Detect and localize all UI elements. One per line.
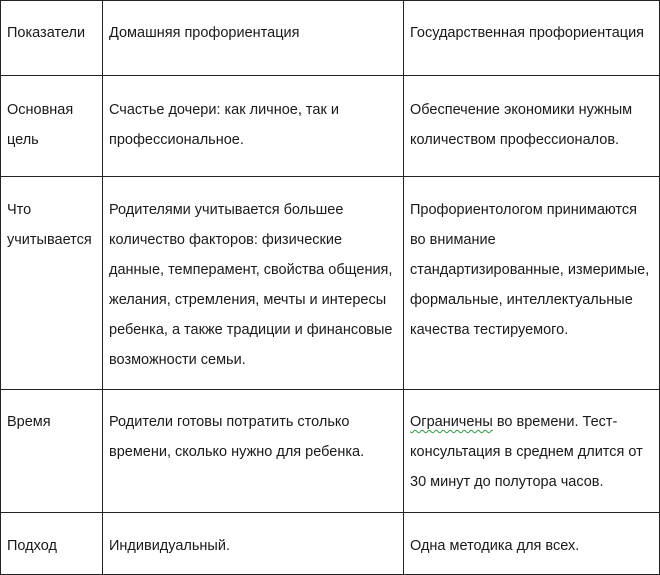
state-cell <box>404 390 660 513</box>
row-label-cell <box>1 513 103 575</box>
state-goal-text: Обеспечение экономики нужным количеством профессионалов. <box>410 102 633 148</box>
state-cell <box>404 513 660 575</box>
header-row <box>1 1 660 76</box>
home-cell <box>103 177 404 390</box>
home-factors-text: Родителями учитывается большее количество факторов: физические данные, темперамент, свойства общения, желания, стремления, мечты и интересы ребенка, а также традиции и финансовые возможности семьи. <box>109 202 393 368</box>
home-goal-text: Счастье дочери: как личное, так и профессиональное. <box>109 102 339 148</box>
row-label-time: Время <box>7 414 51 430</box>
state-time-text <box>410 407 653 497</box>
row-label-factors: Что учитывается <box>7 202 92 248</box>
spellcheck-underlined-word[interactable]: Ограничены <box>410 414 493 430</box>
home-cell <box>103 513 404 575</box>
header-cell-home <box>103 1 404 76</box>
row-label-cell <box>1 390 103 513</box>
state-approach-text: Одна методика для всех. <box>410 538 580 554</box>
home-cell <box>103 390 404 513</box>
state-time-rest: во времени. Тест-консультация в среднем длится от 30 минут до полутора часов. <box>410 414 643 490</box>
state-cell <box>404 76 660 177</box>
table-row-time <box>1 390 660 513</box>
state-factors-text: Профориентологом принимаются во внимание стандартизированные, измеримые, формальные, интеллектуальные качества тестируемого. <box>410 202 650 338</box>
row-label-goal: Основная цель <box>7 102 74 148</box>
row-label-cell <box>1 76 103 177</box>
home-cell <box>103 76 404 177</box>
home-approach-text: Индивидуальный. <box>109 538 230 554</box>
row-label-approach: Подход <box>7 538 57 554</box>
header-state-text: Государственная профориентация <box>410 25 645 41</box>
header-home-text: Домашняя профориентация <box>109 25 300 41</box>
header-label-text: Показатели <box>7 25 86 41</box>
home-time-text: Родители готовы потратить столько времени, сколько нужно для ребенка. <box>109 414 365 460</box>
table-row-factors <box>1 177 660 390</box>
state-cell <box>404 177 660 390</box>
row-label-cell <box>1 177 103 390</box>
header-cell-state <box>404 1 660 76</box>
header-cell-label <box>1 1 103 76</box>
table-row-goal <box>1 76 660 177</box>
table-row-approach <box>1 513 660 575</box>
